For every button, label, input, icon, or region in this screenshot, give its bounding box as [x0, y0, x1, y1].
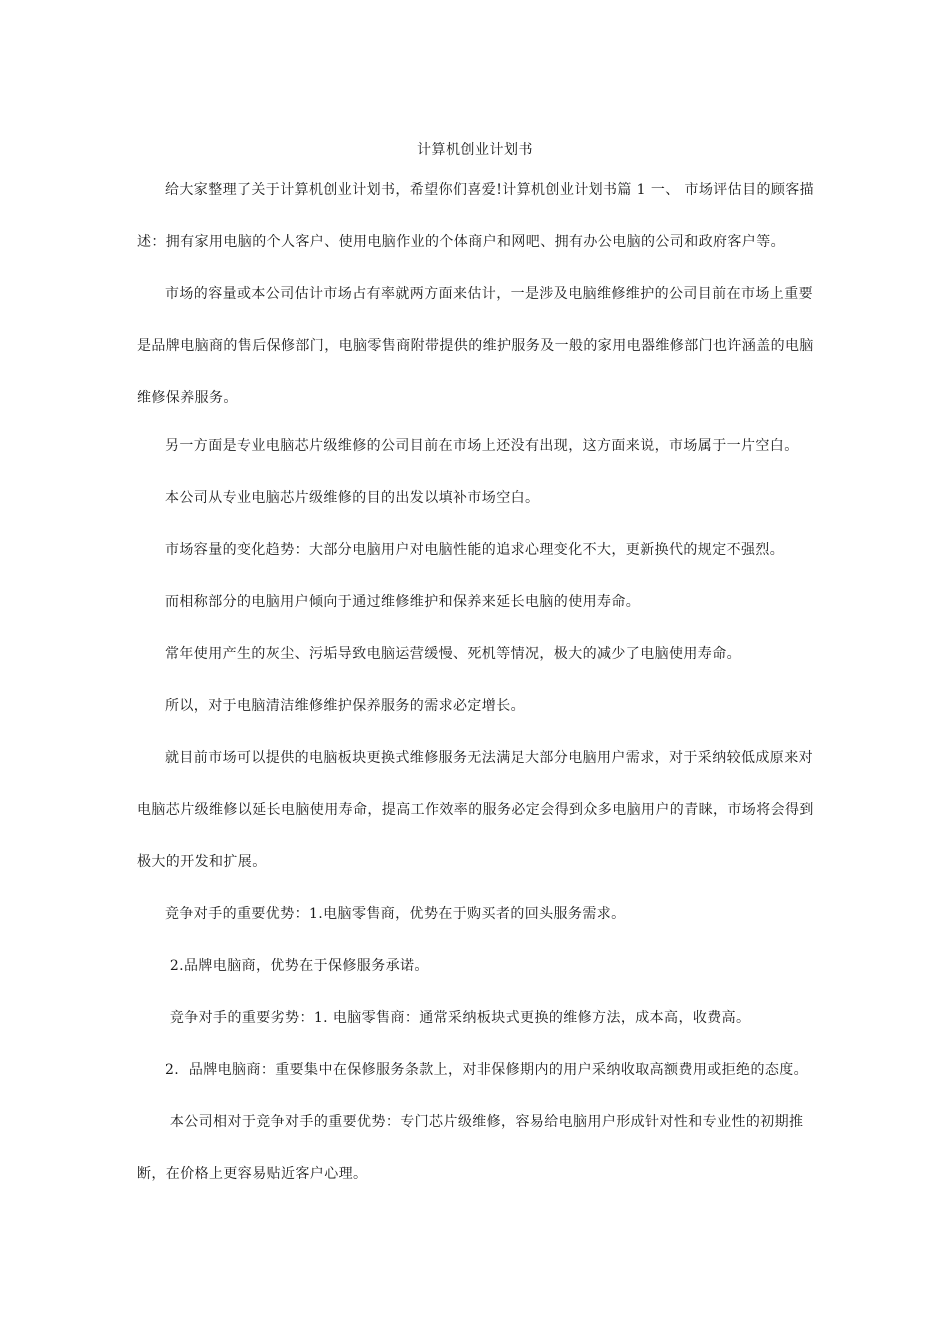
text-line: 断，在价格上更容易贴近客户心理。: [137, 1166, 368, 1182]
text-line: 常年使用产生的灰尘、污垢导致电脑运营缓慢、死机等情况，极大的减少了电脑使用寿命。: [165, 646, 741, 662]
paragraph: [137, 888, 817, 940]
text-line: 所以，对于电脑清洁维修维护保养服务的需求必定增长。: [165, 698, 525, 714]
text-line: 而相称部分的电脑用户倾向于通过维修维护和保养来延长电脑的使用寿命。: [165, 594, 641, 610]
text-line: 市场容量的变化趋势：大部分电脑用户对电脑性能的追求心理变化不大，更新换代的规定不强烈。: [165, 542, 785, 558]
text-line: 本公司相对于竞争对手的重要优势：专门芯片级维修，容易给电脑用户形成针对性和专业性的初期推: [165, 1114, 804, 1130]
paragraph: [137, 576, 817, 628]
document-title: 计算机创业计划书: [417, 142, 533, 158]
text-line: 就目前市场可以提供的电脑板块更换式维修服务无法满足大部分电脑用户需求，对于采纳较低成原来对: [165, 750, 813, 766]
paragraph: [137, 1096, 817, 1200]
paragraph: [137, 268, 817, 424]
text-line: 2. 品牌电脑商：重要集中在保修服务条款上，对非保修期内的用户采纳收取高额费用或拒绝的态度。: [165, 1062, 809, 1078]
text-line: 另一方面是专业电脑芯片级维修的公司目前在市场上还没有出现，这方面来说，市场属于一片空白。: [165, 438, 799, 454]
text-line: 极大的开发和扩展。: [137, 854, 267, 870]
text-line: 给大家整理了关于计算机创业计划书，希望你们喜爱!计算机创业计划书篇 1 一、 市场评估目的顾客描: [165, 182, 815, 198]
paragraph: [137, 420, 817, 472]
text-line: 竞争对手的重要优势：1.电脑零售商，优势在于购买者的回头服务需求。: [165, 906, 626, 922]
paragraph: [137, 732, 817, 888]
paragraph: [137, 680, 817, 732]
text-line: 电脑芯片级维修以延长电脑使用寿命，提高工作效率的服务必定会得到众多电脑用户的青睐，市场将会得到: [137, 802, 814, 818]
paragraph: [137, 992, 817, 1044]
paragraph: [137, 472, 817, 524]
text-line: 维修保养服务。: [137, 390, 238, 406]
text-line: 述：拥有家用电脑的个人客户、使用电脑作业的个体商户和网吧、拥有办公电脑的公司和政府客户等。: [137, 234, 785, 250]
paragraph: [137, 1044, 817, 1096]
text-line: 竞争对手的重要劣势：1. 电脑零售商：通常采纳板块式更换的维修方法，成本高，收费高。: [165, 1010, 751, 1026]
text-line: 2.品牌电脑商，优势在于保修服务承诺。: [165, 958, 429, 974]
paragraph: [137, 940, 817, 992]
text-line: 本公司从专业电脑芯片级维修的目的出发以填补市场空白。: [165, 490, 540, 506]
paragraph: [137, 628, 817, 680]
text-line: 是品牌电脑商的售后保修部门，电脑零售商附带提供的维护服务及一般的家用电器维修部门也许涵盖的电脑: [137, 338, 814, 354]
paragraph: [137, 164, 817, 268]
text-line: 市场的容量或本公司估计市场占有率就两方面来估计，一是涉及电脑维修维护的公司目前在市场上重要: [165, 286, 813, 302]
paragraph: [137, 524, 817, 576]
